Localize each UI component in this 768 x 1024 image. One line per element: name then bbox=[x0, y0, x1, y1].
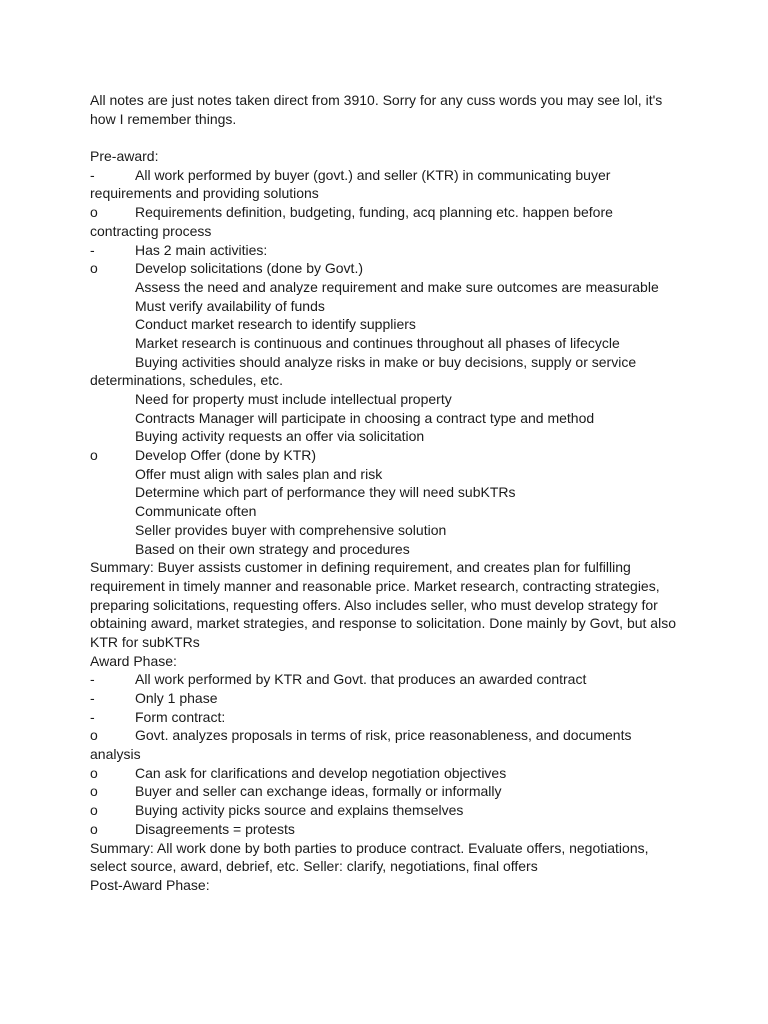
list-item-text: Disagreements = protests bbox=[135, 820, 295, 837]
list-item-text: Has 2 main activities: bbox=[135, 241, 268, 258]
list-marker: - bbox=[90, 690, 95, 706]
list-item-text: All work performed by KTR and Govt. that produces an awarded contract bbox=[135, 671, 587, 688]
list-item bbox=[90, 820, 680, 839]
list-item-text: Only 1 phase bbox=[135, 690, 218, 706]
sub-list-item: Must verify availability of funds bbox=[135, 297, 325, 314]
pre-award-heading: Pre-award: bbox=[90, 148, 159, 165]
list-item bbox=[90, 446, 680, 465]
award-summary-line: Summary: All work done by both parties to produce contract. Evaluate offers, negotiations, bbox=[90, 839, 649, 856]
pre-award-summary-line: requirement in timely manner and reasonable price. Market research, contracting strategies, bbox=[90, 577, 660, 594]
list-item bbox=[90, 241, 680, 260]
list-item bbox=[90, 259, 680, 278]
sub-list-item: Assess the need and analyze requirement and make sure outcomes are measurable bbox=[135, 278, 659, 295]
list-item bbox=[90, 764, 680, 783]
list-item bbox=[90, 670, 680, 689]
pre-award-summary-line: preparing solicitations, requesting offers. Also includes seller, who must develop strategy for bbox=[90, 596, 658, 613]
list-marker: o bbox=[90, 764, 98, 781]
list-item bbox=[90, 782, 680, 801]
sub-list-item: Seller provides buyer with comprehensive solution bbox=[135, 521, 447, 538]
list-marker: o bbox=[90, 447, 98, 464]
list-marker: o bbox=[90, 727, 98, 744]
list-marker: - bbox=[90, 708, 95, 725]
list-item-text: Develop Offer (done by KTR) bbox=[135, 447, 317, 464]
sub-list-item: Communicate often bbox=[135, 503, 257, 520]
list-item bbox=[90, 689, 680, 708]
list-item-text: Develop solicitations (done by Govt.) bbox=[135, 260, 363, 277]
sub-list-item: Buying activities should analyze risks in make or buy decisions, supply or service bbox=[135, 353, 637, 370]
intro-line: how I remember things. bbox=[90, 110, 237, 127]
list-item bbox=[90, 708, 680, 727]
sub-list-item-continuation: determinations, schedules, etc. bbox=[90, 372, 283, 389]
list-item bbox=[90, 166, 680, 185]
list-marker: o bbox=[90, 204, 98, 221]
list-item-text: Buying activity picks source and explains themselves bbox=[135, 802, 464, 819]
list-marker: - bbox=[90, 241, 95, 258]
sub-list-item: Buying activity requests an offer via solicitation bbox=[135, 428, 425, 445]
sub-list-item: Determine which part of performance they will need subKTRs bbox=[135, 484, 516, 501]
list-item bbox=[90, 801, 680, 820]
list-item-continuation: requirements and providing solutions bbox=[90, 185, 319, 202]
post-award-heading: Post-Award Phase: bbox=[90, 876, 210, 893]
list-item bbox=[90, 203, 680, 222]
sub-list-item: Conduct market research to identify suppliers bbox=[135, 316, 416, 333]
pre-award-summary-line: Summary: Buyer assists customer in defining requirement, and creates plan for fulfilling bbox=[90, 559, 631, 576]
sub-list-item: Need for property must include intellectual property bbox=[135, 391, 452, 407]
list-item-text: Form contract: bbox=[135, 708, 226, 725]
sub-list-item: Offer must align with sales plan and risk bbox=[135, 465, 383, 482]
list-marker: - bbox=[90, 166, 95, 183]
sub-list-item: Based on their own strategy and procedures bbox=[135, 540, 410, 557]
list-item-continuation: analysis bbox=[90, 746, 141, 763]
intro-line: All notes are just notes taken direct from 3910. Sorry for any cuss words you may see lol, it's bbox=[90, 92, 663, 108]
list-marker: o bbox=[90, 783, 98, 800]
sub-list-item: Market research is continuous and continues throughout all phases of lifecycle bbox=[135, 334, 620, 351]
pre-award-summary-line: obtaining award, market strategies, and response to solicitation. Done mainly by Govt, but also bbox=[90, 615, 676, 632]
list-item-text: Can ask for clarifications and develop negotiation objectives bbox=[135, 764, 507, 781]
award-heading: Award Phase: bbox=[90, 652, 177, 669]
list-marker: o bbox=[90, 820, 98, 837]
list-marker: - bbox=[90, 671, 95, 688]
award-summary-line: select source, award, debrief, etc. Seller: clarify, negotiations, final offers bbox=[90, 858, 538, 875]
list-item-text: Govt. analyzes proposals in terms of risk, price reasonableness, and documents bbox=[135, 727, 632, 744]
list-marker: o bbox=[90, 260, 98, 277]
document-page bbox=[90, 91, 680, 895]
sub-list-item: Contracts Manager will participate in choosing a contract type and method bbox=[135, 409, 595, 426]
list-item-continuation: contracting process bbox=[90, 222, 212, 239]
paragraph-spacer bbox=[90, 128, 680, 147]
list-marker: o bbox=[90, 802, 98, 819]
list-item-text: Buyer and seller can exchange ideas, formally or informally bbox=[135, 783, 502, 800]
list-item bbox=[90, 726, 680, 745]
pre-award-summary-line: KTR for subKTRs bbox=[90, 633, 200, 650]
list-item-text: All work performed by buyer (govt.) and seller (KTR) in communicating buyer bbox=[135, 166, 611, 183]
list-item-text: Requirements definition, budgeting, funding, acq planning etc. happen before bbox=[135, 204, 613, 221]
